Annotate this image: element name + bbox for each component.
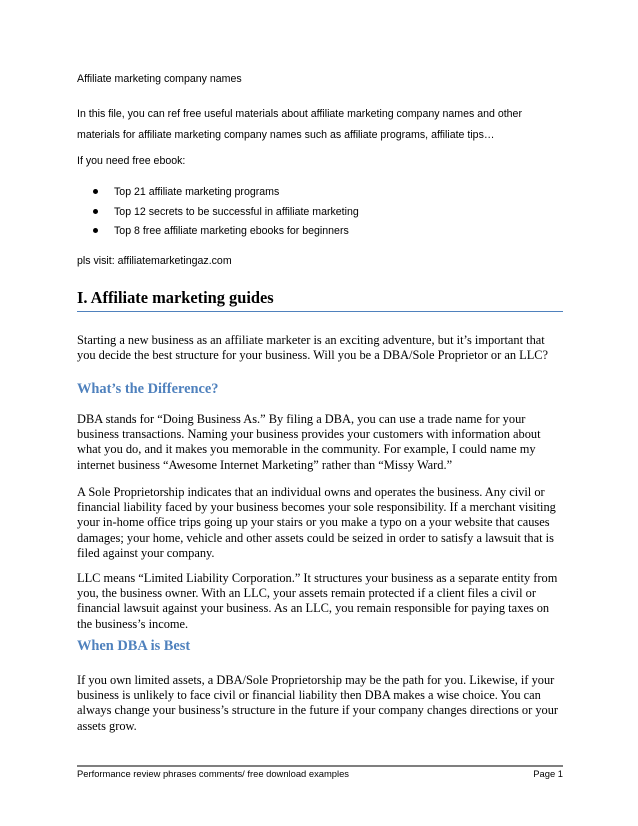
- paragraph-dba-best: If you own limited assets, a DBA/Sole Proprietorship may be the path for you. Likewise, if your business is unlikely to face civil or financial liability then DBA makes a wise choice. You can always change your business’s structure in the future if your company changes directions or your assets grow.: [77, 673, 559, 733]
- doc-title: Affiliate marketing company names: [77, 73, 242, 85]
- ebook-prompt: If you need free ebook:: [77, 155, 186, 167]
- ebook-list: [92, 186, 359, 245]
- section-intro: Starting a new business as an affiliate marketer is an exciting adventure, but it’s important that you decide the best structure for your business. Will you be a DBA/Sole Proprietor or an LLC?: [77, 333, 549, 363]
- subheading-difference: What’s the Difference?: [77, 381, 219, 397]
- bullet-icon: [93, 228, 98, 233]
- page-number: Page 1: [533, 768, 563, 779]
- bullet-icon: [93, 189, 98, 194]
- ebook-list-item[interactable]: Top 8 free affiliate marketing ebooks for beginners: [92, 225, 359, 245]
- paragraph-llc: LLC means “Limited Liability Corporation.” It structures your business as a separate entity from you, the business owner. With an LLC, your assets remain protected if a client files a civil or financial lawsuit against your business. As an LLC, you remain responsible for paying taxes on the business’s income.: [77, 571, 558, 631]
- ebook-list-item[interactable]: Top 21 affiliate marketing programs: [92, 186, 359, 206]
- footer-text: Performance review phrases comments/ free download examples: [77, 768, 349, 779]
- intro-line: In this file, you can ref free useful materials about affiliate marketing company names and other: [77, 108, 522, 120]
- heading-rule: [77, 311, 563, 312]
- ebook-list-item[interactable]: Top 12 secrets to be successful in affiliate marketing: [92, 206, 359, 226]
- footer-rule: [77, 765, 563, 767]
- paragraph-dba: DBA stands for “Doing Business As.” By filing a DBA, you can use a trade name for your business transactions. Naming your business provides your customers with information about what you do, and it makes you memorable in the community. For example, I could name my internet business “Awesome Internet Marketing” rather than “Missy Ward.”: [77, 412, 541, 472]
- intro-paragraph: [77, 104, 563, 146]
- subheading-dba-best: When DBA is Best: [77, 638, 191, 654]
- bullet-icon: [93, 209, 98, 214]
- visit-link[interactable]: pls visit: affiliatemarketingaz.com: [77, 255, 232, 267]
- paragraph-sole-proprietorship: A Sole Proprietorship indicates that an individual owns and operates the business. Any civil or financial liability faced by your business becomes your sole responsibility. If a merchant visiting your in-home office trips going up your stairs or you make a typo on a your website that causes damages; your home, vehicle and other assets could be seized in order to satisfy a lawsuit that is filed against your company.: [77, 485, 556, 560]
- intro-line: materials for affiliate marketing company names such as affiliate programs, affiliate tips…: [77, 129, 495, 141]
- section-heading: I. Affiliate marketing guides: [77, 288, 274, 307]
